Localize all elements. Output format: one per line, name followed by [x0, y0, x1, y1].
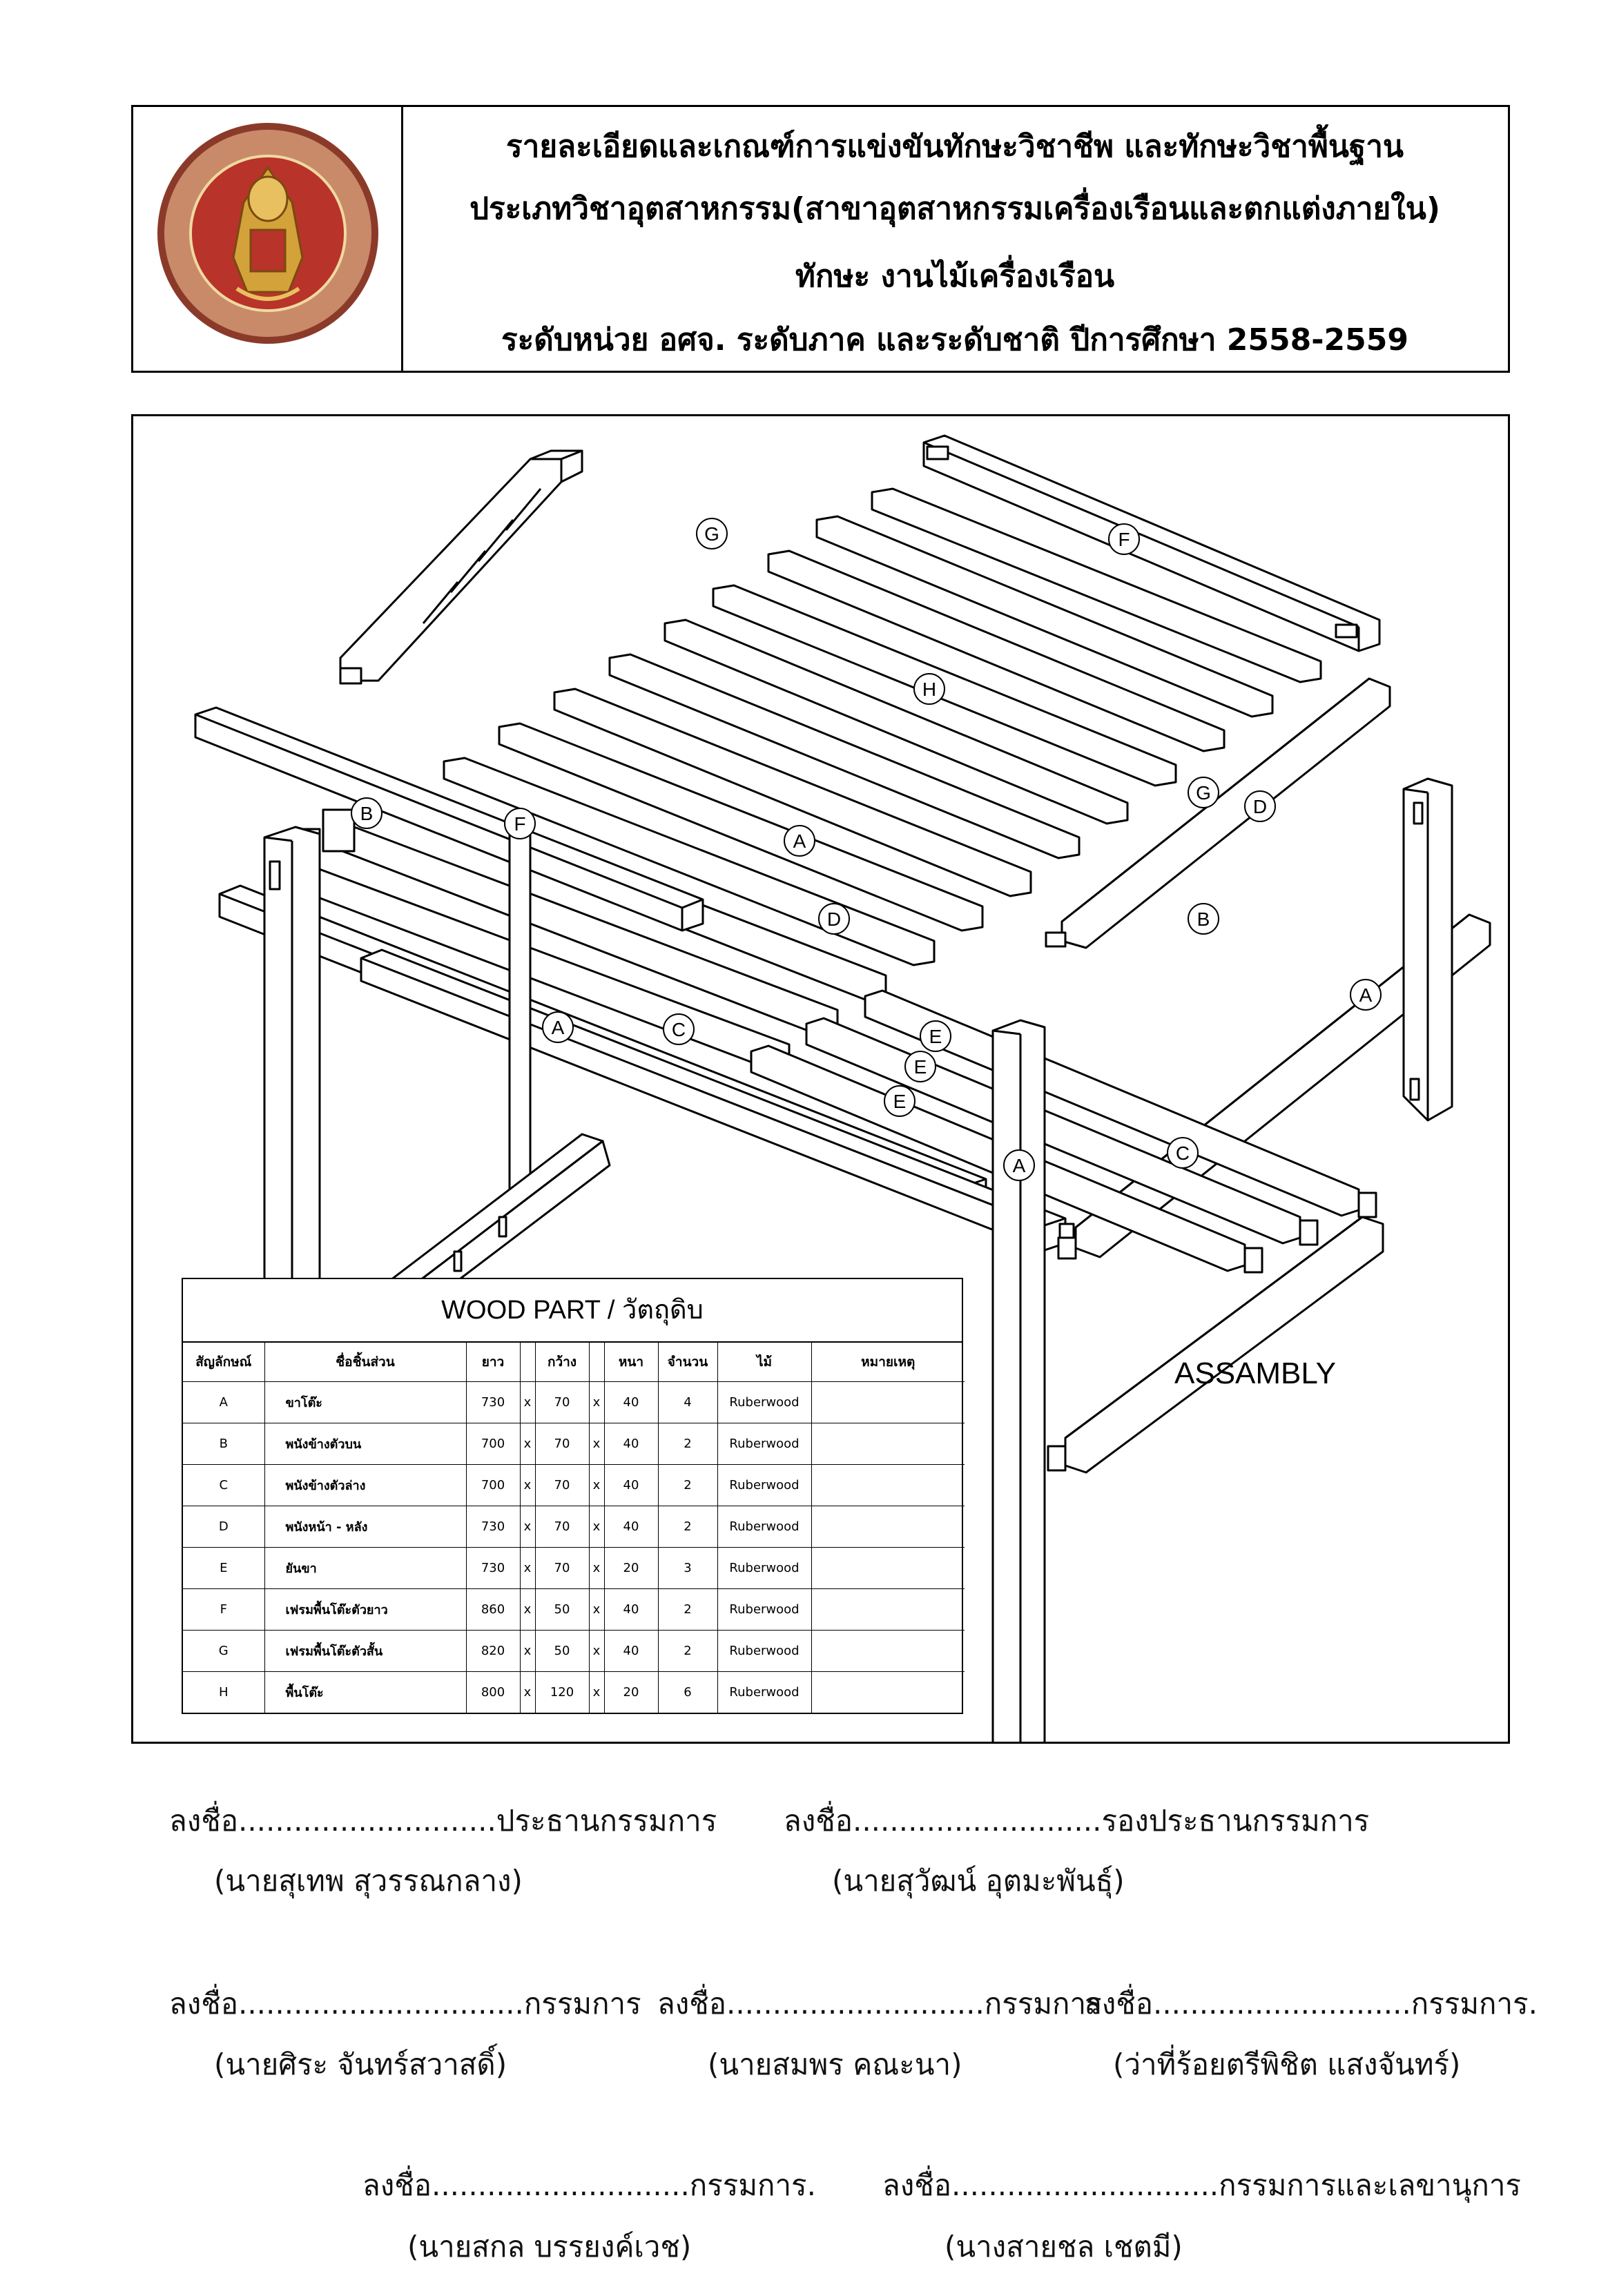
cell-name: ยันขา	[264, 1548, 466, 1589]
part-a-leg-back-right	[1404, 779, 1452, 1120]
cell-width: 50	[535, 1631, 589, 1672]
cell-symbol: A	[183, 1382, 264, 1423]
table-header-row	[183, 1343, 965, 1382]
assembly-label: ASSAMBLY	[1174, 1356, 1336, 1390]
cell-x2: x	[589, 1548, 604, 1589]
cell-x2: x	[589, 1423, 604, 1465]
cell-symbol: F	[183, 1589, 264, 1631]
header-width: กว้าง	[535, 1343, 589, 1382]
cell-name: ขาโต๊ะ	[264, 1382, 466, 1423]
cell-width: 70	[535, 1548, 589, 1589]
label-b-1: B	[360, 803, 374, 824]
signature-line-committee-1: ลงชื่อ...............................กรรมการ	[169, 1987, 641, 2021]
cell-length: 730	[466, 1548, 520, 1589]
cell-wood: Ruberwood	[717, 1631, 811, 1672]
cell-width: 70	[535, 1423, 589, 1465]
signature-name-committee-2: (นายสมพร คณะนา)	[708, 2047, 962, 2081]
header-note: หมายเหตุ	[811, 1343, 965, 1382]
cell-note	[811, 1631, 965, 1672]
signature-name-committee-1: (นายศิระ จันทร์สวาสดิ์)	[214, 2047, 507, 2081]
table-row	[183, 1465, 965, 1506]
cell-x1: x	[520, 1506, 535, 1548]
vocational-commission-seal-logo	[154, 119, 382, 347]
cell-thickness: 40	[604, 1382, 658, 1423]
signature-line-chairman: ลงชื่อ............................ประธานกรรมการ	[169, 1804, 717, 1838]
signature-line-committee-2: ลงชื่อ............................กรรมการ	[657, 1987, 1102, 2021]
document-header	[131, 105, 1510, 373]
cell-qty: 2	[658, 1423, 717, 1465]
table-row	[183, 1506, 965, 1548]
cell-name: พนังข้างตัวบน	[264, 1423, 466, 1465]
label-f-2: F	[514, 813, 526, 835]
signature-name-committee-4: (นายสกล บรรยงค์เวช)	[407, 2230, 692, 2264]
cell-qty: 2	[658, 1465, 717, 1506]
table-body	[183, 1382, 965, 1713]
cell-wood: Ruberwood	[717, 1672, 811, 1713]
label-c-2: C	[1175, 1142, 1190, 1164]
signature-line-committee-4: ลงชื่อ............................กรรมการ.	[362, 2168, 816, 2202]
label-a-2: A	[551, 1017, 565, 1038]
label-d-1: D	[1252, 796, 1268, 817]
part-a-leg-front-right	[993, 1020, 1045, 1742]
cell-x2: x	[589, 1465, 604, 1506]
header-qty: จำนวน	[658, 1343, 717, 1382]
logo-cell	[133, 107, 403, 371]
label-e-1: E	[929, 1026, 942, 1047]
cell-x1: x	[520, 1382, 535, 1423]
cell-note	[811, 1672, 965, 1713]
table-title: WOOD PART / วัตถุดิบ	[183, 1279, 962, 1343]
cell-x1: x	[520, 1465, 535, 1506]
cell-name: พนังหน้า - หลัง	[264, 1506, 466, 1548]
cell-width: 70	[535, 1465, 589, 1506]
cell-wood: Ruberwood	[717, 1506, 811, 1548]
cell-wood: Ruberwood	[717, 1465, 811, 1506]
cell-thickness: 20	[604, 1548, 658, 1589]
cell-length: 730	[466, 1506, 520, 1548]
cell-x1: x	[520, 1423, 535, 1465]
header-spacer	[520, 1343, 535, 1382]
label-d-2: D	[826, 908, 842, 930]
label-f-1: F	[1118, 529, 1130, 550]
cell-symbol: G	[183, 1631, 264, 1672]
label-e-3: E	[893, 1091, 907, 1112]
label-h: H	[922, 679, 937, 700]
part-a-leg-back-left	[510, 827, 530, 1224]
table-row	[183, 1589, 965, 1631]
cell-x2: x	[589, 1382, 604, 1423]
cell-name: เฟรมพื้นโต๊ะตัวสั้น	[264, 1631, 466, 1672]
cell-x2: x	[589, 1672, 604, 1713]
signature-name-committee-3: (ว่าที่ร้อยตรีพิชิต แสงจันทร์)	[1113, 2047, 1461, 2081]
cell-symbol: D	[183, 1506, 264, 1548]
cell-qty: 6	[658, 1672, 717, 1713]
table-row	[183, 1548, 965, 1589]
header-line-1: รายละเอียดและเกณฑ์การแข่งขันทักษะวิชาชีพ และทักษะวิชาพื้นฐาน	[506, 129, 1404, 164]
header-line-3: ทักษะ งานไม้เครื่องเรือน	[795, 259, 1115, 294]
cell-thickness: 40	[604, 1506, 658, 1548]
cell-note	[811, 1506, 965, 1548]
label-a-3: A	[1359, 984, 1373, 1006]
cell-length: 800	[466, 1672, 520, 1713]
cell-thickness: 40	[604, 1631, 658, 1672]
signature-name-chairman: (นายสุเทพ สุวรรณกลาง)	[214, 1864, 523, 1898]
cell-length: 700	[466, 1423, 520, 1465]
signature-name-secretary: (นางสายชล เชตมี)	[945, 2230, 1183, 2264]
cell-note	[811, 1589, 965, 1631]
signature-line-committee-3: ลงชื่อ............................กรรมการ.	[1084, 1987, 1538, 2021]
cell-length: 700	[466, 1465, 520, 1506]
label-g-1: G	[704, 523, 719, 545]
cell-qty: 3	[658, 1548, 717, 1589]
cell-wood: Ruberwood	[717, 1423, 811, 1465]
table-row	[183, 1672, 965, 1713]
label-c-1: C	[671, 1019, 686, 1040]
cell-length: 820	[466, 1631, 520, 1672]
cell-note	[811, 1548, 965, 1589]
label-b-2: B	[1197, 908, 1210, 930]
cell-qty: 2	[658, 1631, 717, 1672]
header-line-4: ระดับหน่วย อศจ. ระดับภาค และระดับชาติ ปีการศึกษา 2558-2559	[501, 322, 1408, 358]
header-name: ชื่อชิ้นส่วน	[264, 1343, 466, 1382]
cell-wood: Ruberwood	[717, 1382, 811, 1423]
cell-name: พื้นโต๊ะ	[264, 1672, 466, 1713]
header-spacer	[589, 1343, 604, 1382]
cell-x2: x	[589, 1631, 604, 1672]
header-thickness: หนา	[604, 1343, 658, 1382]
cell-thickness: 40	[604, 1589, 658, 1631]
table-row	[183, 1631, 965, 1672]
cell-symbol: E	[183, 1548, 264, 1589]
cell-x1: x	[520, 1589, 535, 1631]
header-length: ยาว	[466, 1343, 520, 1382]
cell-length: 860	[466, 1589, 520, 1631]
cell-name: พนังข้างตัวล่าง	[264, 1465, 466, 1506]
cell-qty: 2	[658, 1506, 717, 1548]
table-row	[183, 1423, 965, 1465]
cell-length: 730	[466, 1382, 520, 1423]
label-a-4: A	[1012, 1155, 1026, 1176]
part-g-left-rail	[340, 451, 582, 683]
signature-line-vice-chairman: ลงชื่อ...........................รองประธานกรรมการ	[784, 1804, 1370, 1838]
cell-note	[811, 1423, 965, 1465]
cell-note	[811, 1465, 965, 1506]
wood-part-grid	[183, 1343, 965, 1713]
cell-width: 70	[535, 1506, 589, 1548]
cell-x2: x	[589, 1506, 604, 1548]
cell-note	[811, 1382, 965, 1423]
header-wood: ไม้	[717, 1343, 811, 1382]
wood-part-table	[182, 1278, 963, 1714]
cell-wood: Ruberwood	[717, 1548, 811, 1589]
cell-symbol: B	[183, 1423, 264, 1465]
signature-name-vice-chairman: (นายสุวัฒน์ อุตมะพันธุ์)	[832, 1864, 1125, 1898]
cell-width: 120	[535, 1672, 589, 1713]
label-a-1: A	[793, 830, 806, 852]
table-row	[183, 1382, 965, 1423]
cell-thickness: 40	[604, 1423, 658, 1465]
cell-x1: x	[520, 1631, 535, 1672]
cell-qty: 2	[658, 1589, 717, 1631]
signature-line-secretary: ลงชื่อ.............................กรรมการและเลขานุการ	[882, 2168, 1521, 2202]
label-e-2: E	[913, 1056, 927, 1078]
cell-wood: Ruberwood	[717, 1589, 811, 1631]
header-line-2: ประเภทวิชาอุตสาหกรรม(สาขาอุตสาหกรรมเครื่องเรือนและตกแต่งภายใน)	[469, 191, 1440, 226]
cell-thickness: 40	[604, 1465, 658, 1506]
cell-symbol: C	[183, 1465, 264, 1506]
cell-x1: x	[520, 1672, 535, 1713]
cell-symbol: H	[183, 1672, 264, 1713]
drawing-frame	[131, 414, 1510, 1744]
cell-qty: 4	[658, 1382, 717, 1423]
header-symbol: สัญลักษณ์	[183, 1343, 264, 1382]
cell-name: เฟรมพื้นโต๊ะตัวยาว	[264, 1589, 466, 1631]
cell-width: 50	[535, 1589, 589, 1631]
cell-x1: x	[520, 1548, 535, 1589]
label-g-2: G	[1196, 782, 1211, 804]
cell-thickness: 20	[604, 1672, 658, 1713]
cell-x2: x	[589, 1589, 604, 1631]
cell-width: 70	[535, 1382, 589, 1423]
